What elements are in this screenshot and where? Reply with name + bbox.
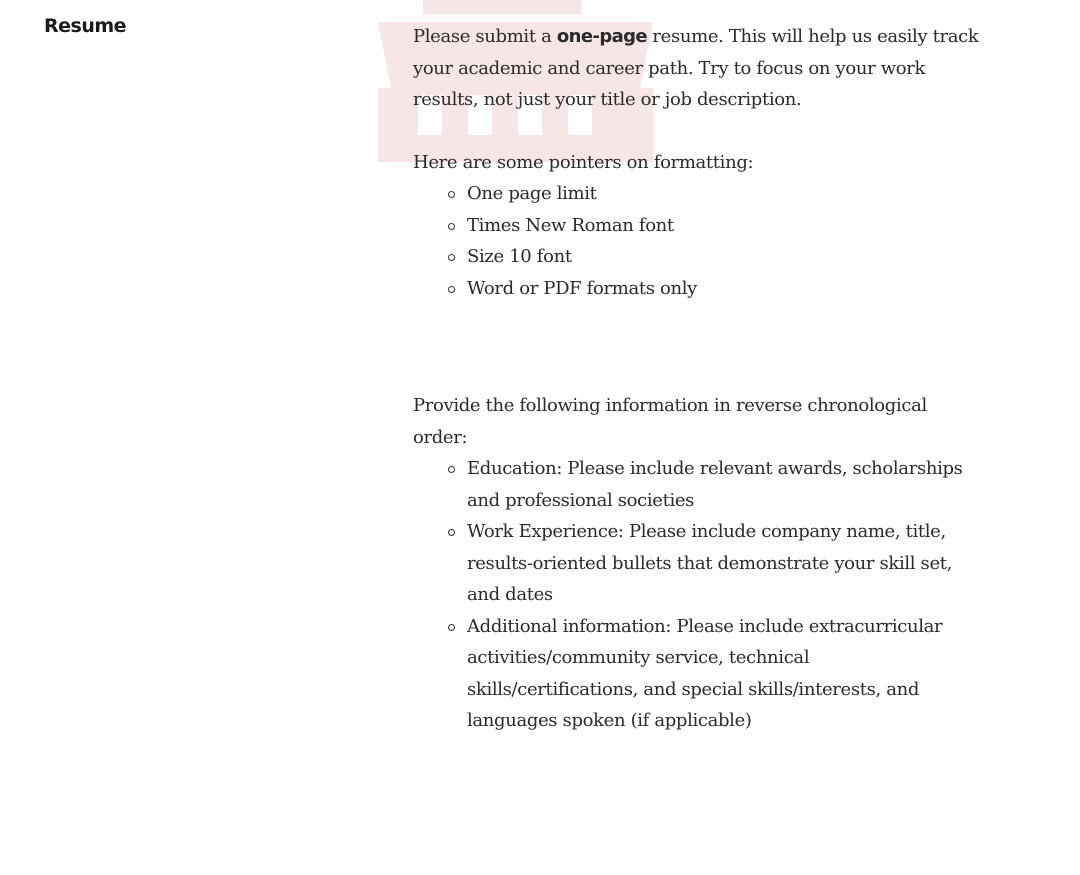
list-item: One page limit bbox=[467, 178, 983, 210]
list-item: Size 10 font bbox=[467, 241, 983, 273]
section-heading: Resume bbox=[44, 15, 127, 37]
formatting-lead: Here are some pointers on formatting: bbox=[413, 151, 754, 173]
list-item: Word or PDF formats only bbox=[467, 273, 983, 305]
list-item: Additional information: Please include extracurricular activities/community service, technical skills/certifications, and special skills/interests, and languages spoken (if applicable) bbox=[467, 611, 983, 737]
intro-text-end: resume. This will help us easily track your academic and career path. Try to focus on your work results, not just your title or job description. bbox=[413, 26, 979, 110]
information-lead: Provide the following information in reverse chronological order: bbox=[413, 395, 927, 448]
intro-paragraph bbox=[413, 21, 983, 116]
list-item: Times New Roman font bbox=[467, 210, 983, 242]
list-item: Work Experience: Please include company name, title, results-oriented bullets that demonstrate your skill set, and dates bbox=[467, 516, 983, 611]
resume-content bbox=[413, 21, 983, 737]
intro-text-start: Please submit a bbox=[413, 26, 557, 47]
list-item: Education: Please include relevant awards, scholarships and professional societies bbox=[467, 453, 983, 516]
information-list bbox=[413, 453, 983, 737]
intro-bold-text: one-page bbox=[556, 26, 648, 47]
formatting-list bbox=[413, 178, 983, 304]
